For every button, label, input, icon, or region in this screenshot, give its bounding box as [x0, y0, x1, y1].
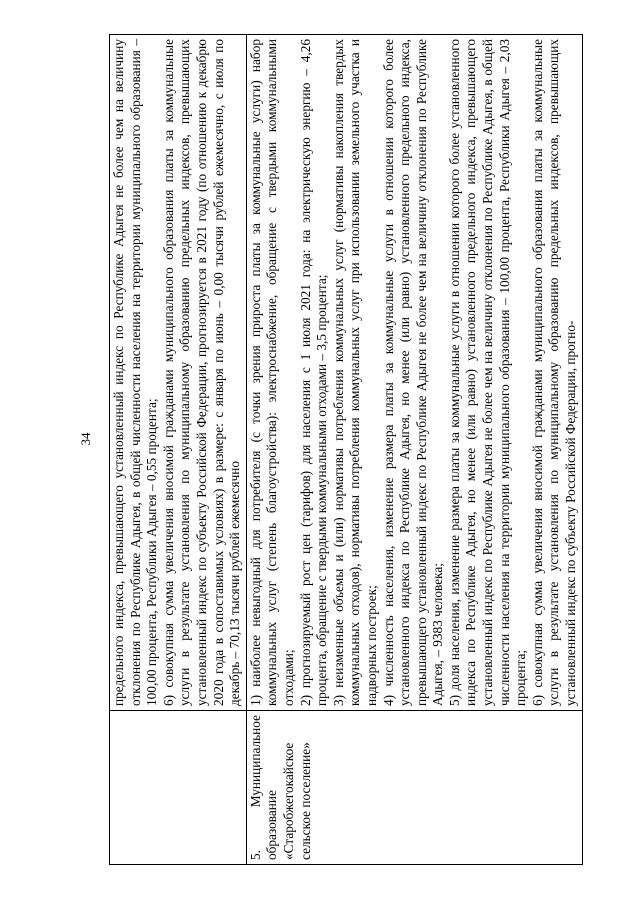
paragraph: 5) доля населения, изменение размера платы за коммунальные услуги в отношении которого более установленного индекса по Республике Адыгея, но менее (или равно) установленного предельного индекса, превышающего установленный индекс по Республике Адыгея не более чем на величину отклонения по Республике Адыгея, в общей численности населения на территории муниципального образования – 100,00 процента, Республики Адыгея – 2,03 процента; [446, 39, 528, 706]
paragraph: 2) прогнозируемый рост цен (тарифов) для населения с 1 июля 2021 года: на электрическую энергию – 4,26 процента, обращение с твердыми коммунальными отходами – 3,5 процента; [297, 39, 329, 706]
indices-table [109, 34, 583, 865]
paragraph: 4) численность населения, изменение размера платы за коммунальные услуги в отношении которого более установленного индекса по Республике Адыгея, но менее (или равно) установленного предельного индекса, превышающего установленный индекс по Республике Адыгея не более чем на величину отклонения по Республике Адыгея, – 9383 человека; [380, 39, 445, 706]
paragraph: предельного индекса, превышающего установленный индекс по Республике Адыгея не более чем на величину отклонения по Республике Адыгея, в общей численности населения на территории муниципального образования – 100,00 процента, Республики Адыгея – 0,55 процента; [110, 39, 159, 706]
paragraph: 6) совокупная сумма увеличения вносимой гражданами муниципального образования платы за коммунальные услуги в результате установления по муниципальному образованию предельных индексов, превышающих установленный индекс по субъекту Российской Федерации, прогнозируется в 2021 году (по отношению к декабрю 2020 года в сопоставимых условиях) в размере: с января по июнь – 0,00 тысячи рублей ежемесячно, с июля по декабрь – 70,13 тысячи рублей ежемесячно [160, 39, 242, 706]
page-number: 34 [78, 432, 93, 446]
municipality-name: 5. Муниципальное образование «Старобжегокайское сельское поселение» [247, 715, 313, 860]
table-row [246, 35, 582, 865]
conditions-cell [109, 35, 246, 711]
municipality-cell [246, 711, 582, 865]
conditions-cell [246, 35, 582, 711]
paragraph: 6) совокупная сумма увеличения вносимой гражданами муниципального образования платы за коммунальные услуги в результате установления по муниципальному образованию предельных индексов, превышающих установленный индекс по субъекту Российской Федерации, прогно- [529, 39, 578, 706]
rotated-page-content [109, 35, 609, 865]
table-row [109, 35, 246, 865]
paragraph: 3) неизменные объемы и (или) нормативы потребления коммунальных услуг (нормативы накопления твердых коммунальных отходов), нормативы потребления коммунальных услуг при использовании земельного участка и надворных построек; [330, 39, 379, 706]
paragraph: 1) наиболее невыгодный для потребителя (с точки зрения прироста платы за коммунальные услуги) набор коммунальных услуг (степень благоустройства): электроснабжение, обращение с твердыми коммунальными отходами; [247, 39, 296, 706]
municipality-cell [109, 711, 246, 865]
